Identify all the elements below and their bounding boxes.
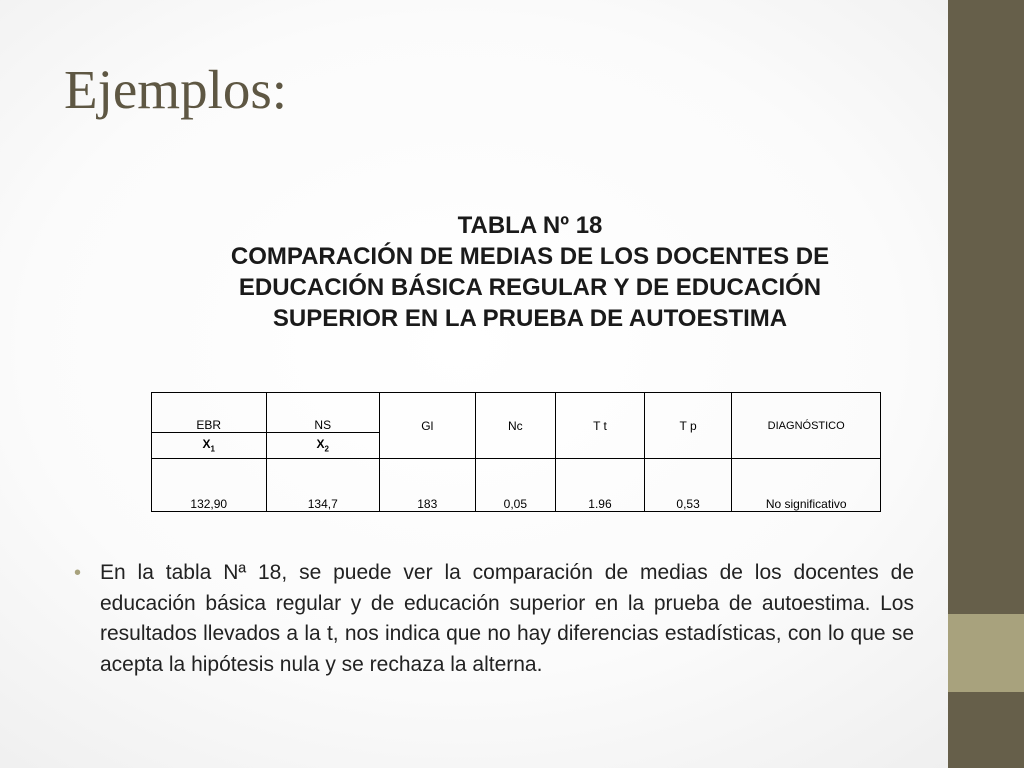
comparison-table [151, 392, 881, 512]
x1-subscript: 1 [210, 444, 215, 454]
table-row [152, 393, 881, 433]
header-ebr: EBR [152, 393, 267, 433]
table-number: TABLA Nº 18 [457, 212, 603, 239]
value-gl: 183 [380, 459, 476, 512]
x1-symbol: X [202, 437, 211, 452]
header-nc: Nc [475, 393, 556, 459]
table-row [152, 459, 881, 512]
table-caption-line-2: EDUCACIÓN BÁSICA REGULAR Y DE EDUCACIÓN [238, 274, 822, 301]
bullet-marker: • [74, 562, 82, 584]
table-caption-line-3: SUPERIOR EN LA PRUEBA DE AUTOESTIMA [272, 305, 788, 332]
value-x1: 132,90 [152, 459, 267, 512]
x2-subscript: 2 [324, 444, 329, 454]
bullet-item [74, 558, 914, 680]
value-diagnostico: No significativo [732, 459, 881, 512]
header-diagnostico: DIAGNÓSTICO [732, 393, 881, 459]
header-gl: Gl [380, 393, 476, 459]
sidebar-dark-bottom [948, 692, 1024, 768]
bullet-text: En la tabla Nª 18, se puede ver la comparación de medias de los docentes de educación básica regular y de educación superior en la prueba de autoestima. Los resultados llevados a la t, nos indica que no hay diferencias estadísticas, con lo que se acepta la hipótesis nula y se rechaza la alterna. [100, 561, 914, 676]
sidebar-accent [948, 614, 1024, 692]
sidebar-dark-top [948, 0, 1024, 614]
header-x1 [152, 433, 267, 459]
x2-symbol: X [316, 437, 325, 452]
value-tt: 1.96 [556, 459, 645, 512]
slide-title: Ejemplos: [64, 59, 288, 120]
value-tp: 0,53 [644, 459, 732, 512]
table-caption-line-1: COMPARACIÓN DE MEDIAS DE LOS DOCENTES DE [230, 243, 830, 270]
value-nc: 0,05 [475, 459, 556, 512]
value-x2: 134,7 [266, 459, 379, 512]
header-x2 [266, 433, 379, 459]
header-ns: NS [266, 393, 379, 433]
table-heading [130, 210, 930, 334]
header-tp: T p [644, 393, 732, 459]
header-tt: T t [556, 393, 645, 459]
